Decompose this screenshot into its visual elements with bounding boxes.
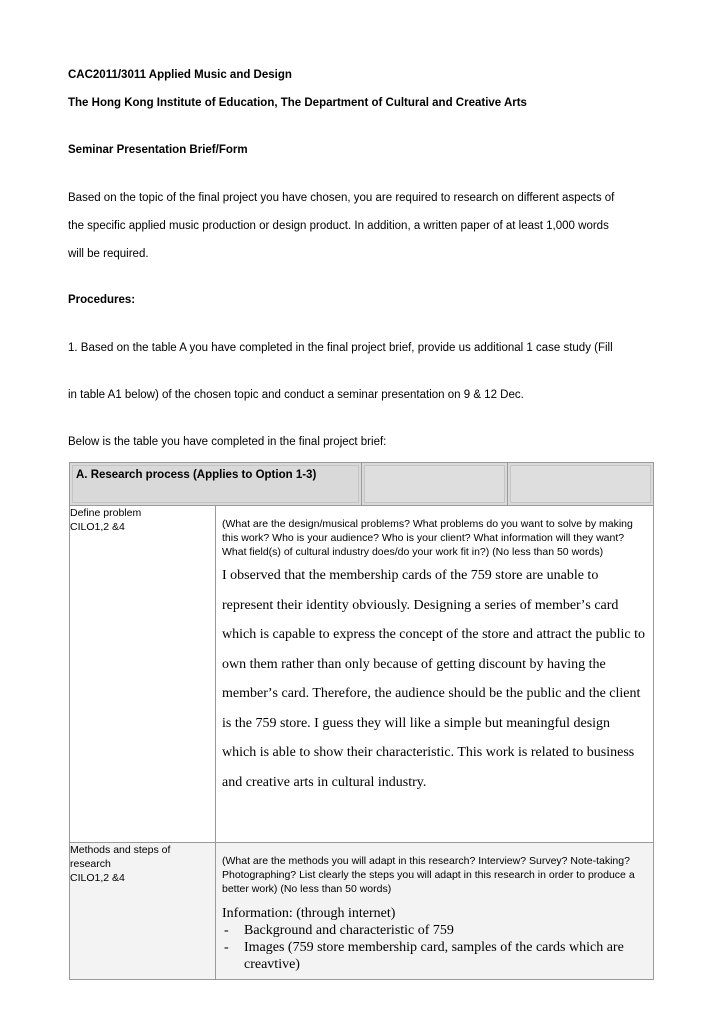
table-row: [70, 506, 654, 843]
step1-line-1: 1. Based on the table A you have completed in the final project brief, provide us additional 1 case study (Fill: [68, 342, 613, 354]
intro-line-3: will be required.: [68, 248, 149, 260]
step1-line-2: in table A1 below) of the chosen topic and conduct a seminar presentation on 9 & 12 Dec.: [68, 389, 524, 401]
research-process-table: [69, 462, 654, 980]
course-title: CAC2011/3011 Applied Music and Design: [68, 69, 292, 81]
form-title: Seminar Presentation Brief/Form: [68, 144, 248, 156]
table-header-cell: [70, 463, 362, 506]
table-header-empty-cell: [508, 463, 654, 506]
row-answer: [216, 896, 653, 979]
row-content-cell: [216, 506, 654, 843]
table-intro: Below is the table you have completed in the final project brief:: [68, 436, 387, 448]
row-label: Methods and steps of: [70, 844, 171, 856]
intro-line-2: the specific applied music production or design product. In addition, a written paper of at least 1,000 words: [68, 220, 609, 232]
bullet-marker: -: [224, 923, 229, 938]
answer-heading: Information: (through internet): [222, 906, 396, 921]
list-item: [222, 922, 645, 939]
row-prompt: (What are the design/musical problems? What problems do you want to solve by making this work? Who is your audience? Who is your client? What information will they want? What field(s) of cultural industry does/do your work fit in?) (No less than 50 words): [222, 518, 633, 558]
row-label-cont: research: [70, 858, 111, 870]
table-header-empty-cell: [362, 463, 508, 506]
bullet-marker: -: [224, 940, 229, 955]
intro-line-1: Based on the topic of the final project you have chosen, you are required to research on different aspects of: [68, 192, 615, 204]
row-label-cell: [70, 506, 216, 843]
institution-title: The Hong Kong Institute of Education, The Department of Cultural and Creative Arts: [68, 97, 527, 109]
list-item-text: Background and characteristic of 759: [244, 923, 454, 938]
row-cilo: CILO1,2 &4: [70, 521, 125, 533]
list-item: [222, 939, 645, 973]
row-label-cell: [70, 843, 216, 980]
row-answer: I observed that the membership cards of the 759 store are unable to represent their identity obviously. Designing a series of memberʼs card which is capable to express the concept of the store and attract the public to own them rather than only because of getting discount by having the memberʼs card. Therefore, the audience should be the public and the client is the 759 store. I guess they will like a simple but meaningful design which is able to show their characteristic. This work is related to business and creative arts in cultural industry.: [222, 568, 645, 790]
row-prompt: (What are the methods you will adapt in this research? Interview? Survey? Note-taking? Photographing? List clearly the steps you will adapt in this research in order to produce a better work) (No less than 50 words): [222, 855, 635, 895]
row-label: Define problem: [70, 507, 142, 519]
procedures-heading: Procedures:: [68, 294, 136, 306]
table-header-title: A. Research process (Applies to Option 1-3): [76, 469, 317, 481]
row-cilo: CILO1,2 &4: [70, 872, 125, 884]
table-header-row: [70, 463, 654, 506]
list-item-text: Images (759 store membership card, samples of the cards which are creavtive): [244, 940, 624, 972]
row-content-cell: [216, 843, 654, 980]
table-row: [70, 843, 654, 980]
